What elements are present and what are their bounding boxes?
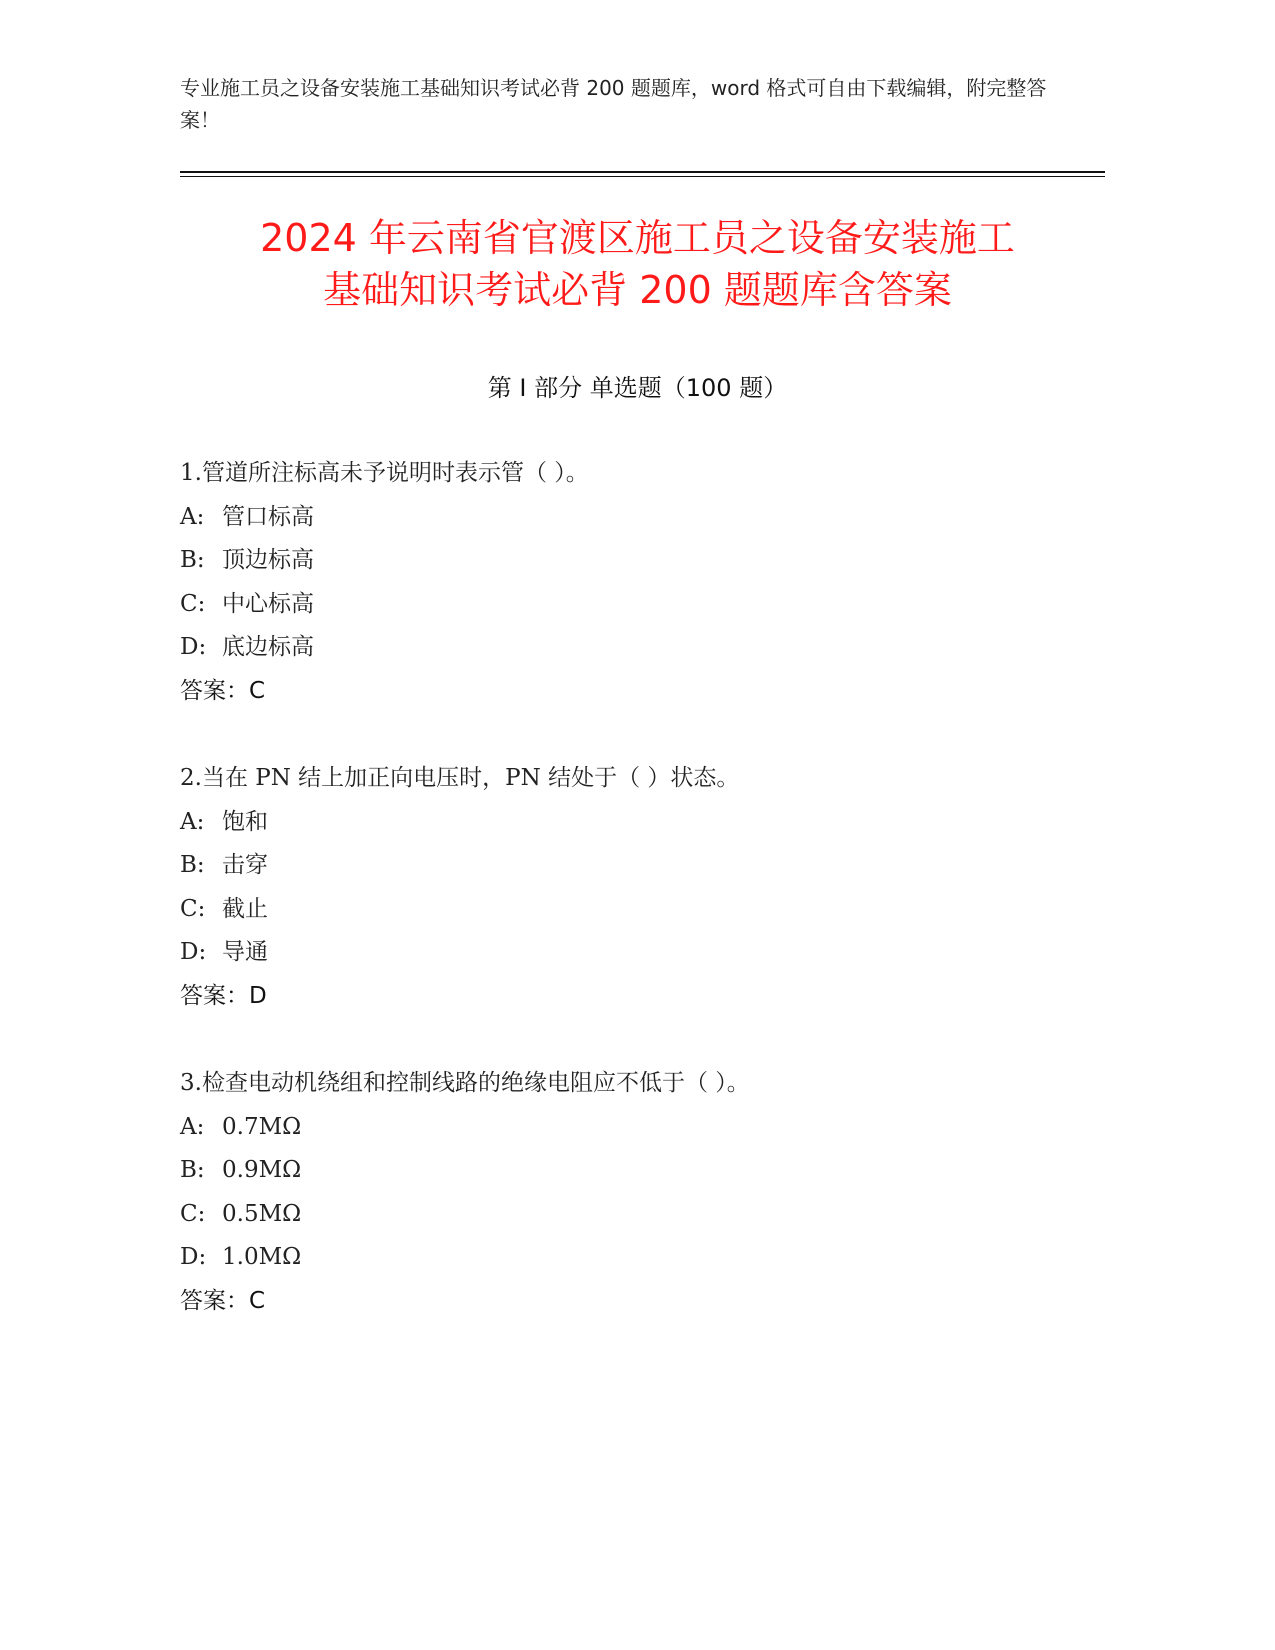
option-letter: A: xyxy=(180,503,205,530)
option-c xyxy=(180,888,1140,932)
question-stem: 2.当在 PN 结上加正向电压时，PN 结处于（ ）状态。 xyxy=(180,765,740,791)
option-letter: B: xyxy=(180,547,205,573)
question-1 xyxy=(180,452,1140,713)
option-letter: C: xyxy=(180,1200,206,1227)
option-b xyxy=(180,1149,1140,1193)
document-title-line-2: 基础知识考试必背 200 题题库含答案 xyxy=(323,268,952,312)
option-text: 中心标高 xyxy=(222,590,314,617)
option-text: 底边标高 xyxy=(222,634,314,660)
option-letter: B: xyxy=(180,852,205,878)
header-divider-thin xyxy=(180,176,1105,177)
option-letter: B: xyxy=(180,1157,205,1183)
option-text: 0.7MΩ xyxy=(222,1113,302,1140)
answer: 答案：D xyxy=(180,982,267,1009)
answer: 答案：C xyxy=(180,677,266,704)
option-a xyxy=(180,1106,1140,1150)
question-2 xyxy=(180,757,1140,1018)
option-letter: C: xyxy=(180,895,206,922)
option-d xyxy=(180,931,1140,975)
question-stem: 1.管道所注标高未予说明时表示管（ ）。 xyxy=(180,460,589,486)
option-text: 导通 xyxy=(222,939,268,965)
option-c xyxy=(180,583,1140,627)
option-letter: D: xyxy=(180,939,207,965)
question-3 xyxy=(180,1062,1140,1323)
option-text: 0.5MΩ xyxy=(222,1200,302,1227)
document-title xyxy=(130,212,1145,316)
option-b xyxy=(180,539,1140,583)
option-text: 1.0MΩ xyxy=(222,1244,302,1270)
question-stem: 3.检查电动机绕组和控制线路的绝缘电阻应不低于（ ）。 xyxy=(180,1070,750,1096)
header-divider-thick xyxy=(180,171,1105,173)
option-text: 击穿 xyxy=(222,852,268,878)
option-d xyxy=(180,626,1140,670)
option-c xyxy=(180,1193,1140,1237)
option-letter: C: xyxy=(180,590,206,617)
option-letter: D: xyxy=(180,634,207,660)
option-letter: A: xyxy=(180,808,205,835)
option-text: 0.9MΩ xyxy=(222,1157,302,1183)
option-text: 管口标高 xyxy=(222,503,314,530)
option-letter: A: xyxy=(180,1113,205,1140)
option-a xyxy=(180,801,1140,845)
option-text: 顶边标高 xyxy=(222,547,314,573)
answer: 答案：C xyxy=(180,1287,266,1314)
option-b xyxy=(180,844,1140,888)
option-d xyxy=(180,1236,1140,1280)
option-letter: D: xyxy=(180,1244,207,1270)
option-a xyxy=(180,496,1140,540)
option-text: 饱和 xyxy=(222,808,268,835)
option-text: 截止 xyxy=(222,895,268,922)
header-note: 专业施工员之设备安装施工基础知识考试必背 200 题题库，word 格式可自由下载编辑，附完整答案！ xyxy=(180,76,1047,132)
section-title: 第 I 部分 单选题（100 题） xyxy=(487,374,788,402)
document-title-line-1: 2024 年云南省官渡区施工员之设备安装施工 xyxy=(260,216,1015,260)
